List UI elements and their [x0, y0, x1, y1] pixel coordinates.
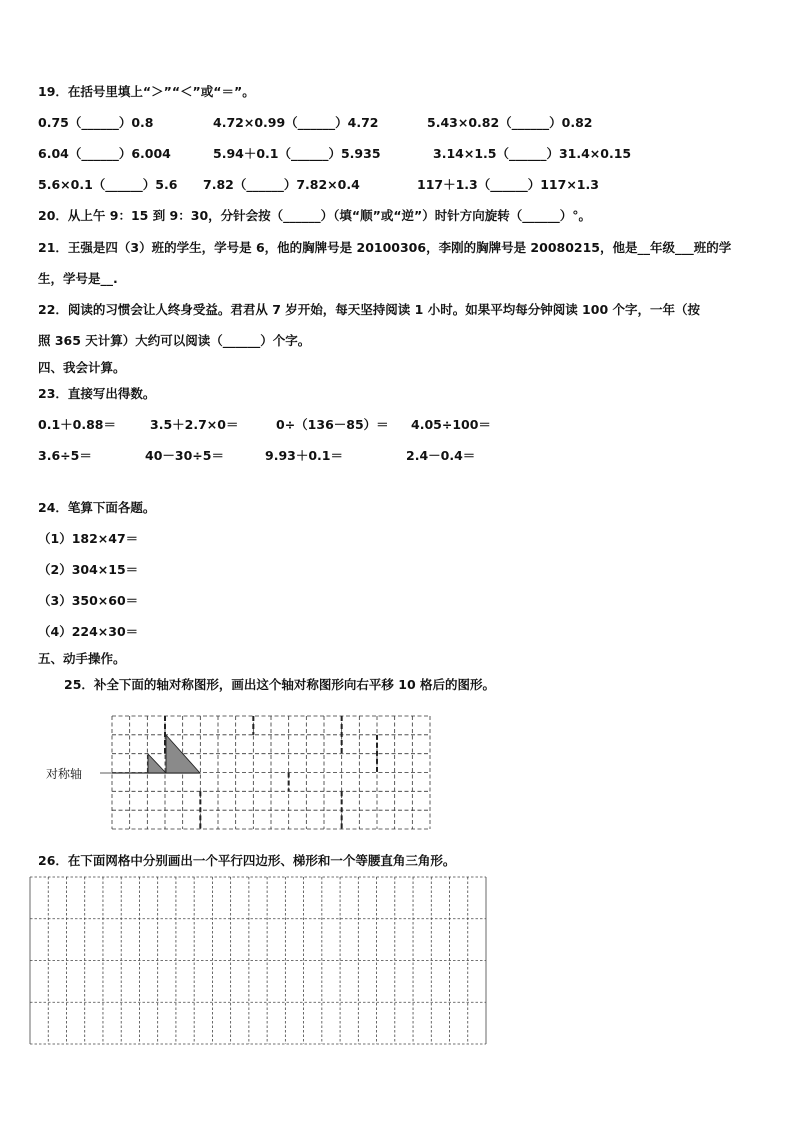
section5-heading: 五、动手操作。 — [38, 651, 126, 666]
q24-item-3: （3）350×60＝ — [38, 593, 139, 608]
q23-r2-c2: 40－30÷5＝ — [145, 448, 224, 463]
q19-r3-c2: 7.82（______）7.82×0.4 — [203, 177, 360, 192]
q19-r1-c3: 5.43×0.82（______）0.82 — [427, 115, 593, 130]
q23-r1-c4: 4.05÷100＝ — [411, 417, 491, 432]
section4-heading: 四、我会计算。 — [38, 360, 126, 375]
q24-item-2: （2）304×15＝ — [38, 562, 139, 577]
q25-title: 25．补全下面的轴对称图形，画出这个轴对称图形向右平移 10 格后的图形。 — [64, 677, 495, 692]
q24-title: 24．笔算下面各题。 — [38, 500, 156, 515]
q23-r2-c3: 9.93＋0.1＝ — [265, 448, 343, 463]
q23-r2-c4: 2.4－0.4＝ — [406, 448, 476, 463]
q23-r1-c2: 3.5＋2.7×0＝ — [150, 417, 239, 432]
q24-item-4: （4）224×30＝ — [38, 624, 139, 639]
q23-r1-c1: 0.1＋0.88＝ — [38, 417, 116, 432]
q20-text: 20．从上午 9：15 到 9：30，分针会按（______）（填“顺”或“逆”）时针方向旋转（______）°。 — [38, 208, 591, 223]
symmetry-axis-label: 对称轴 — [46, 767, 83, 781]
q19-r1-c2: 4.72×0.99（______）4.72 — [213, 115, 379, 130]
q22-line2: 照 365 天计算）大约可以阅读（______）个字。 — [38, 333, 311, 348]
q21-line2: 生，学号是__. — [38, 271, 118, 286]
q22-line1: 22．阅读的习惯会让人终身受益。君君从 7 岁开始，每天坚持阅读 1 小时。如果平均每分钟阅读 100 个字，一年（按 — [38, 302, 700, 317]
q21-line1: 21．王强是四（3）班的学生，学号是 6，他的胸牌号是 20100306，李刚的胸牌号是 20080215，他是__年级___班的学 — [38, 240, 732, 255]
q19-r1-c1: 0.75（______）0.8 — [38, 115, 154, 130]
q24-item-1: （1）182×47＝ — [38, 531, 139, 546]
q23-title: 23．直接写出得数。 — [38, 386, 156, 401]
q19-r2-c2: 5.94＋0.1（______）5.935 — [213, 146, 381, 161]
q19-r2-c3: 3.14×1.5（______）31.4×0.15 — [433, 146, 632, 161]
q19-r3-c3: 117＋1.3（______）117×1.3 — [417, 177, 599, 192]
q19-r3-c1: 5.6×0.1（______）5.6 — [38, 177, 178, 192]
q19-title: 19．在括号里填上“＞”“＜”或“＝”。 — [38, 84, 255, 99]
q26-title: 26．在下面网格中分别画出一个平行四边形、梯形和一个等腰直角三角形。 — [38, 853, 456, 868]
q23-r1-c3: 0÷（136－85）＝ — [276, 417, 389, 432]
q23-r2-c1: 3.6÷5＝ — [38, 448, 92, 463]
q19-r2-c1: 6.04（______）6.004 — [38, 146, 171, 161]
